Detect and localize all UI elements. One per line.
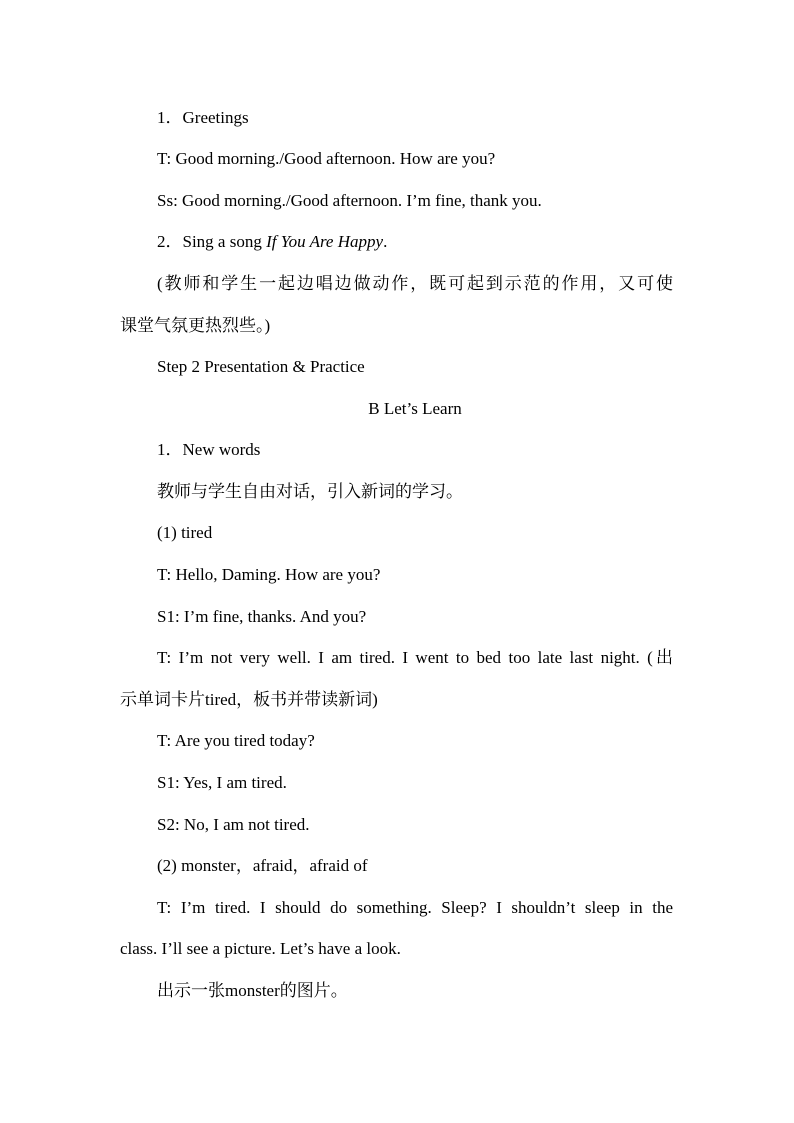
new-words-heading: 1．New words bbox=[157, 440, 261, 459]
dialog-line-teacher-hello: T: Hello, Daming. How are you? bbox=[157, 565, 381, 584]
sing-song-line bbox=[157, 231, 387, 253]
sing-song-prefix: 2．Sing a song bbox=[157, 232, 267, 251]
song-note-line-2: 课堂气氛更热烈些。) bbox=[120, 316, 271, 335]
monster-picture-note: 出示一张monster的图片。 bbox=[157, 981, 348, 1000]
dialog-line-teacher-sleep-1: T: I’m tired. I should do something. Sleep? I shouldn’t sleep in the bbox=[157, 898, 673, 917]
sing-song-suffix: . bbox=[383, 232, 388, 251]
step-2-heading: Step 2 Presentation & Practice bbox=[157, 357, 365, 376]
dialog-line-s2-no: S2: No, I am not tired. bbox=[157, 815, 310, 834]
song-title: If You Are Happy bbox=[266, 232, 384, 251]
word-tired-heading: (1) tired bbox=[157, 523, 213, 542]
dialog-line-s1-fine: S1: I’m fine, thanks. And you? bbox=[157, 607, 367, 626]
new-words-intro: 教师与学生自由对话，引入新词的学习。 bbox=[157, 482, 463, 501]
dialog-line-teacher-tired-1: T: I’m not very well. I am tired. I went to bed too late last night. (出 bbox=[157, 648, 673, 667]
teacher-greeting-line: T: Good morning./Good afternoon. How are you? bbox=[157, 149, 496, 168]
dialog-line-teacher-tired-2: 示单词卡片tired，板书并带读新词) bbox=[120, 690, 378, 709]
greetings-heading: 1．Greetings bbox=[157, 108, 249, 127]
dialog-line-teacher-sleep-2: class. I’ll see a picture. Let’s have a look. bbox=[120, 939, 401, 958]
song-note-line-1: (教师和学生一起边唱边做动作，既可起到示范的作用，又可使 bbox=[157, 274, 673, 293]
dialog-line-teacher-question: T: Are you tired today? bbox=[157, 731, 315, 750]
section-title: B Let’s Learn bbox=[368, 399, 462, 418]
word-monster-heading: (2) monster，afraid，afraid of bbox=[157, 856, 368, 875]
students-greeting-line: Ss: Good morning./Good afternoon. I’m fine, thank you. bbox=[157, 191, 542, 210]
dialog-line-s1-yes: S1: Yes, I am tired. bbox=[157, 773, 287, 792]
